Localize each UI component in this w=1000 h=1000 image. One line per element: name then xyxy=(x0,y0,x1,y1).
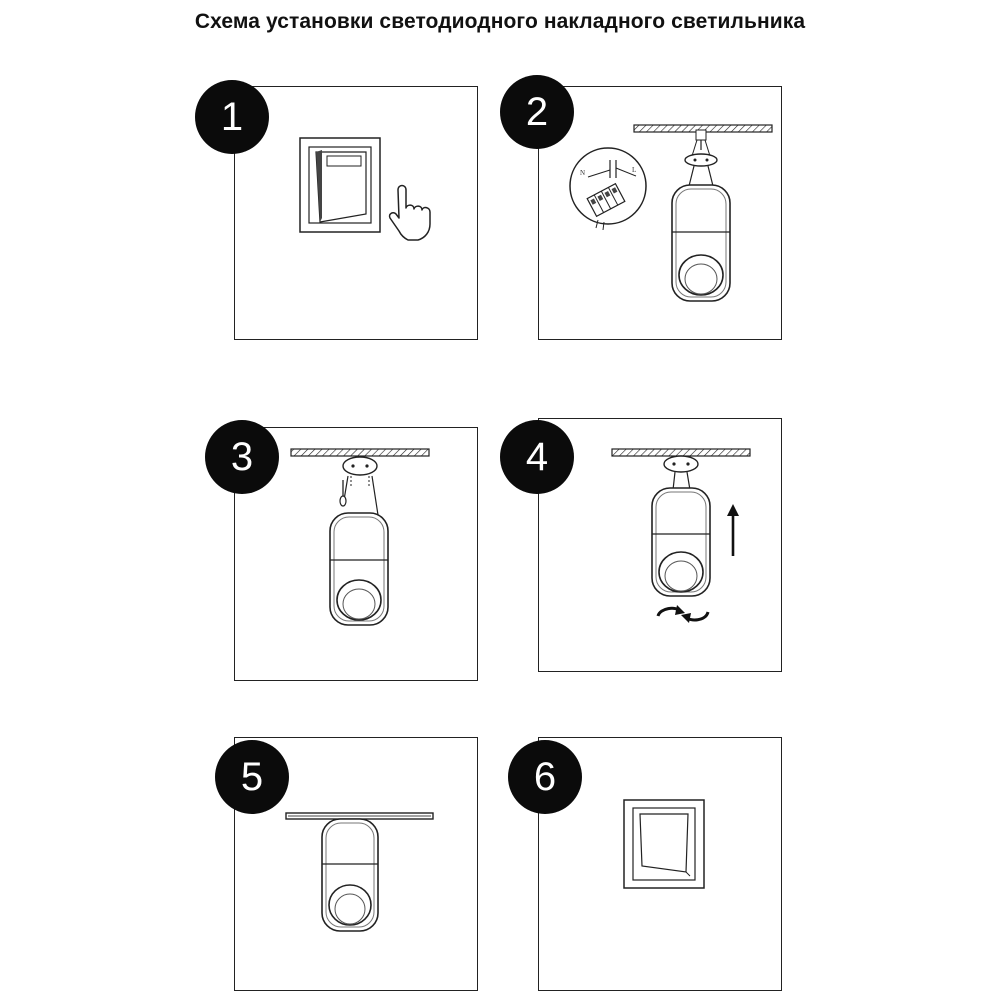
rotate-arrows-icon xyxy=(658,605,708,623)
step-3-number: 3 xyxy=(205,420,279,494)
screw-mounting-icon xyxy=(291,449,429,625)
arrow-up-icon xyxy=(727,504,739,556)
live-wire-label: L xyxy=(632,166,637,174)
page-title: Схема установки светодиодного накладного светильника xyxy=(194,10,806,33)
step-4-number: 4 xyxy=(500,420,574,494)
wire-connection-icon xyxy=(570,125,772,301)
step-6-number: 6 xyxy=(508,740,582,814)
neutral-wire-label: N xyxy=(580,169,586,177)
hand-pointer-icon xyxy=(390,186,430,241)
twist-lock-icon xyxy=(612,449,750,596)
power-switch-off-icon xyxy=(300,138,380,232)
step-1-number: 1 xyxy=(195,80,269,154)
step-5-number: 5 xyxy=(215,740,289,814)
power-switch-on-icon xyxy=(624,800,704,888)
step-2-number: 2 xyxy=(500,75,574,149)
mounted-lamp-icon xyxy=(286,813,433,931)
